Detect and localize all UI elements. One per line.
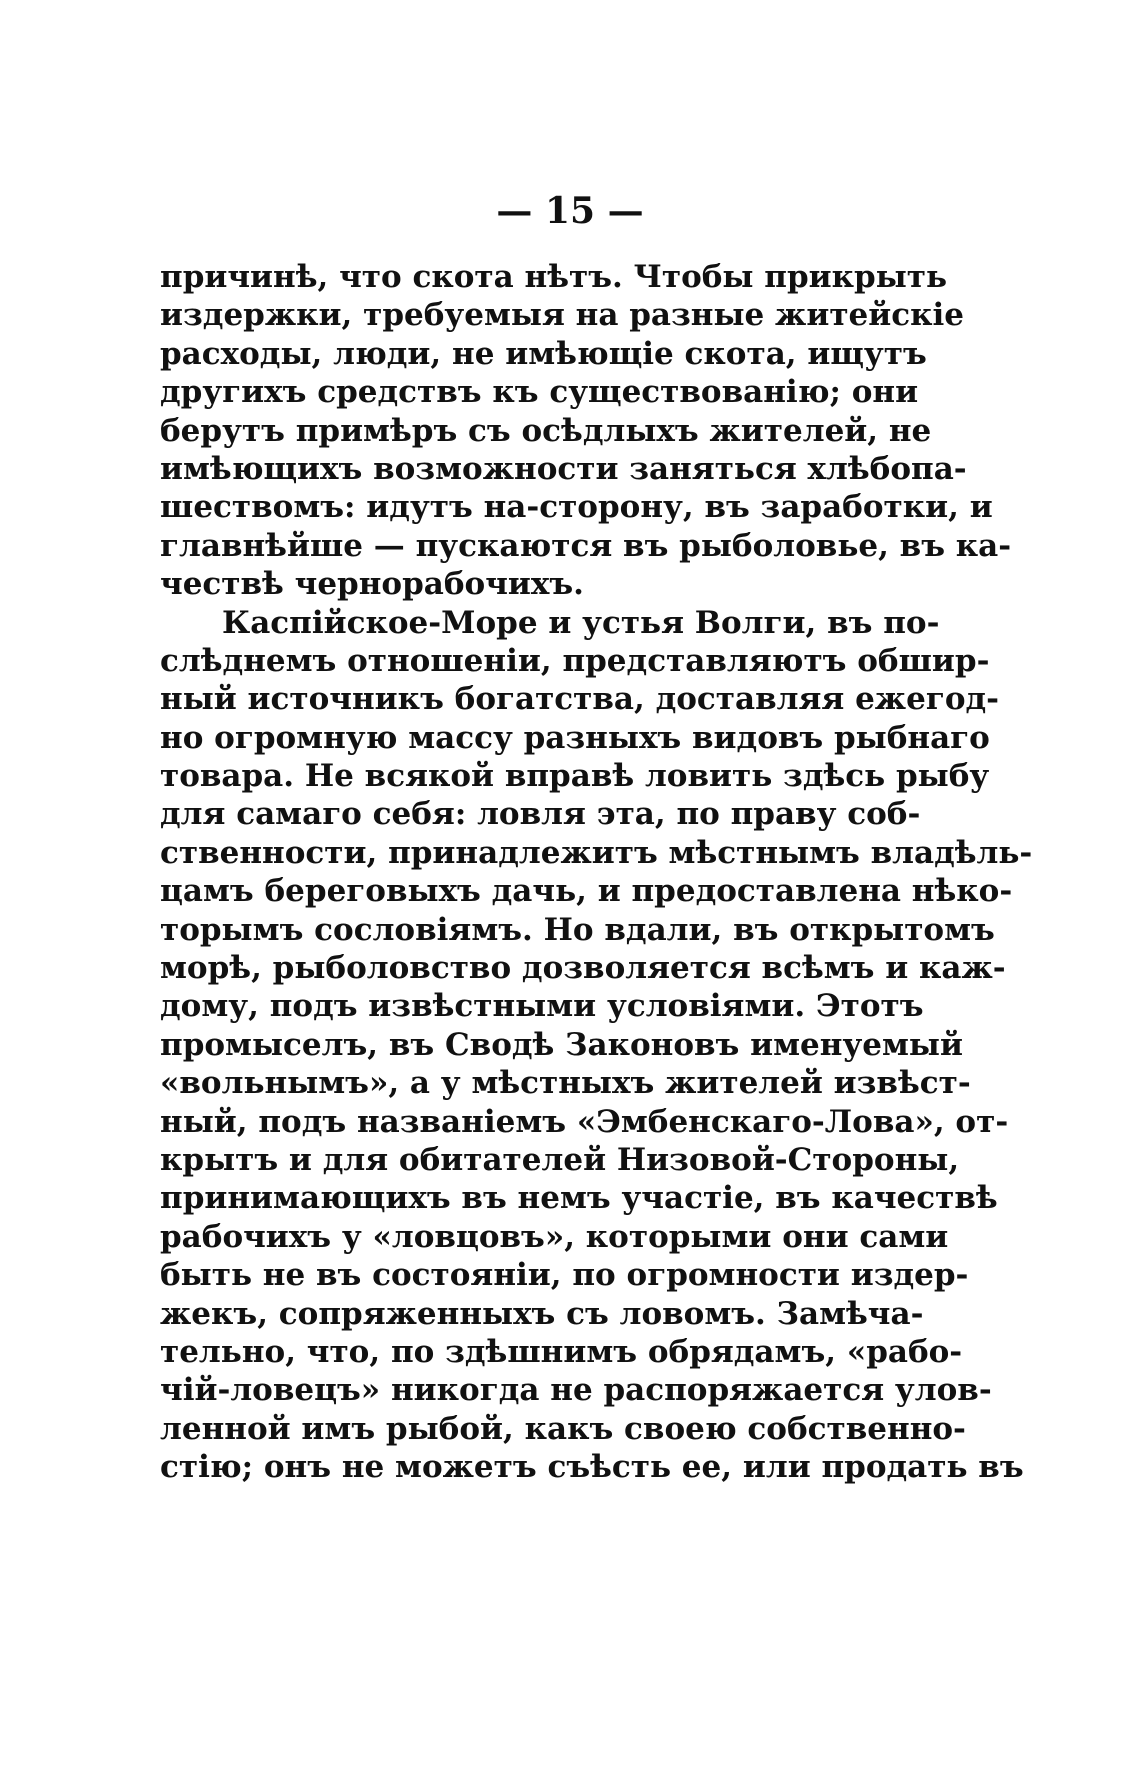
text-line: ный источникъ богатства, доставляя ежегод- (160, 681, 1000, 718)
text-line: причинѣ, что скота нѣтъ. Чтобы прикрыть (160, 259, 948, 295)
body-text (160, 258, 1033, 1487)
text-line: торымъ сословіямъ. Но вдали, въ открытомъ (160, 911, 995, 948)
text-line: товара. Не всякой вправѣ ловить здѣсь рыбу (160, 758, 990, 795)
page-number: — 15 — (496, 190, 644, 232)
text-line: чествѣ чернорабочихъ. (160, 566, 584, 603)
text-line: берутъ примѣръ съ осѣдлыхъ жителей, не (160, 412, 932, 449)
text-line: жекъ, сопряженныхъ съ ловомъ. Замѣча- (160, 1295, 924, 1332)
text-line: цамъ береговыхъ дачь, и предоставлена нѣко- (160, 873, 1013, 910)
text-line: другихъ средствъ къ существованію; они (160, 374, 919, 411)
text-line: Каспійское-Море и устья Волги, въ по- (222, 604, 940, 641)
text-line: быть не въ состояніи, по огромности издер- (160, 1257, 969, 1294)
text-line: ственности, принадлежитъ мѣстнымъ владѣль- (160, 834, 1033, 871)
text-line: слѣднемъ отношеніи, представляютъ обшир- (160, 642, 990, 679)
text-line: «вольнымъ», а у мѣстныхъ жителей извѣст- (160, 1065, 971, 1102)
text-line: издержки, требуемыя на разные житейскіе (160, 297, 965, 334)
text-line: шествомъ: идутъ на-сторону, въ заработки, и (160, 489, 993, 526)
text-line: дому, подъ извѣстными условіями. Этотъ (160, 988, 924, 1025)
text-line: тельно, что, по здѣшнимъ обрядамъ, «рабо- (160, 1333, 963, 1370)
text-line: крытъ и для обитателей Низовой-Стороны, (160, 1141, 960, 1178)
text-line: ный, подъ названіемъ «Эмбенскаго-Лова», от- (160, 1103, 1009, 1140)
text-line: для самаго себя: ловля эта, по праву соб- (160, 796, 921, 833)
text-line: промыселъ, въ Сводѣ Законовъ именуемый (160, 1026, 964, 1063)
text-line: принимающихъ въ немъ участіе, въ качествѣ (160, 1180, 998, 1217)
text-line: имѣющихъ возможности заняться хлѣбопа- (160, 450, 967, 487)
text-line: чій-ловецъ» никогда не распоряжается улов- (160, 1372, 992, 1409)
text-line: главнѣйше — пускаются въ рыболовье, въ ка- (160, 527, 1012, 564)
text-line: расходы, люди, не имѣющіе скота, ищутъ (160, 335, 927, 372)
text-line: морѣ, рыболовство дозволяется всѣмъ и каж- (160, 950, 1006, 987)
text-line: но огромную массу разныхъ видовъ рыбнаго (160, 719, 990, 756)
text-line: стію; онъ не можетъ съѣсть ее, или продать въ (160, 1449, 1024, 1486)
text-line: ленной имъ рыбой, какъ своею собственно- (160, 1410, 966, 1447)
text-line: рабочихъ у «ловцовъ», которыми они сами (160, 1218, 949, 1255)
